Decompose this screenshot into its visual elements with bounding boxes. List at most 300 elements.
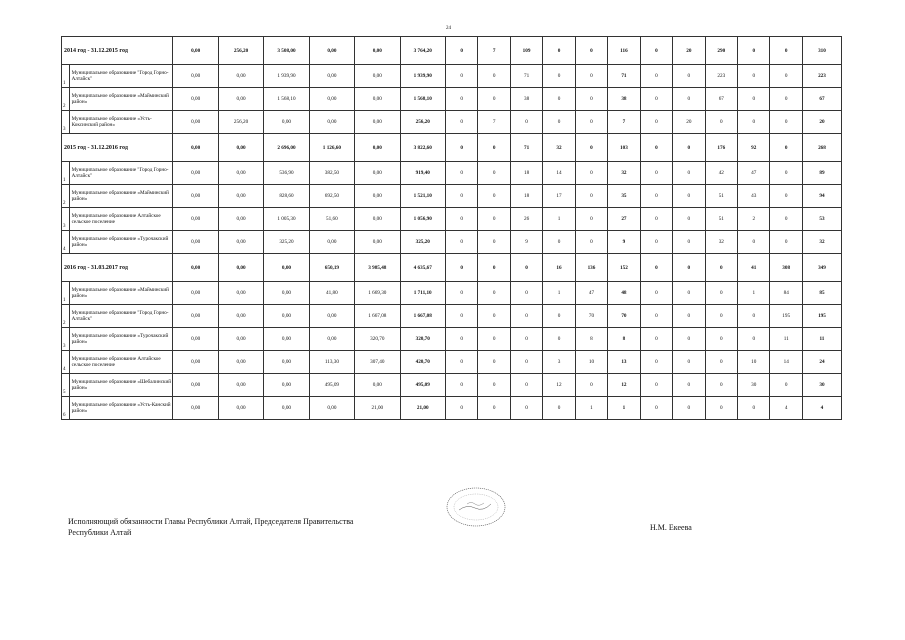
table-cell: 0	[640, 65, 672, 88]
table-cell: 0	[673, 305, 705, 328]
table-cell: 0,00	[173, 208, 218, 231]
table-cell: 0,00	[218, 305, 263, 328]
municipality-name: Муниципальное образование «Турочакский район»	[69, 231, 173, 254]
table-cell: 0	[575, 111, 607, 134]
table-cell: 0,00	[355, 185, 400, 208]
table-cell: 0,00	[173, 305, 218, 328]
table-cell: 0,00	[264, 305, 309, 328]
table-cell: 0,00	[264, 351, 309, 374]
table-row	[62, 65, 842, 88]
period-total-cell: 0	[738, 37, 770, 65]
table-cell: 20	[802, 111, 841, 134]
table-cell: 0,00	[173, 351, 218, 374]
table-cell: 0	[478, 351, 510, 374]
row-index: 6	[62, 397, 70, 420]
table-cell: 10	[575, 351, 607, 374]
table-cell: 8	[608, 328, 640, 351]
municipality-name: Муниципальное образование «Турочакский район»	[69, 328, 173, 351]
table-cell: 0	[640, 111, 672, 134]
period-total-cell: 349	[802, 254, 841, 282]
period-total-cell: 16	[543, 254, 575, 282]
table-cell: 0,00	[218, 328, 263, 351]
table-cell: 84	[770, 282, 802, 305]
period-total-cell: 0	[770, 134, 802, 162]
table-cell: 320,70	[400, 328, 445, 351]
row-index: 1	[62, 162, 70, 185]
table-cell: 0	[510, 328, 542, 351]
table-cell: 11	[770, 328, 802, 351]
table-cell: 0	[445, 88, 477, 111]
table-cell: 0	[738, 328, 770, 351]
table-cell: 0,00	[309, 88, 354, 111]
table-cell: 1 711,10	[400, 282, 445, 305]
table-cell: 70	[575, 305, 607, 328]
table-row	[62, 305, 842, 328]
table-cell: 38	[510, 88, 542, 111]
table-cell: 71	[510, 65, 542, 88]
period-total-cell: 32	[543, 134, 575, 162]
table-cell: 0,00	[218, 351, 263, 374]
period-total-cell: 0,00	[218, 254, 263, 282]
period-label: 2015 год - 31.12.2016 год	[62, 134, 173, 162]
table-cell: 0	[510, 374, 542, 397]
table-cell: 2	[738, 208, 770, 231]
period-total-cell: 136	[575, 254, 607, 282]
table-cell: 0,00	[264, 374, 309, 397]
table-cell: 0	[770, 88, 802, 111]
table-cell: 4	[802, 397, 841, 420]
period-total-cell: 0	[705, 254, 737, 282]
table-cell: 0,00	[173, 185, 218, 208]
table-cell: 0	[705, 351, 737, 374]
period-total-cell: 0	[575, 37, 607, 65]
table-cell: 9	[608, 231, 640, 254]
period-total-row	[62, 254, 842, 282]
table-cell: 0	[510, 351, 542, 374]
table-cell: 0	[543, 65, 575, 88]
table-cell: 256,20	[218, 111, 263, 134]
table-cell: 0,00	[218, 397, 263, 420]
table-cell: 89	[802, 162, 841, 185]
period-total-cell: 3 822,60	[400, 134, 445, 162]
table-cell: 1 939,90	[264, 65, 309, 88]
period-total-cell: 20	[673, 37, 705, 65]
period-total-cell: 103	[608, 134, 640, 162]
table-cell: 0	[673, 374, 705, 397]
table-cell: 0,00	[309, 397, 354, 420]
table-cell: 0	[478, 231, 510, 254]
period-total-row	[62, 37, 842, 65]
period-total-row	[62, 134, 842, 162]
table-cell: 0	[543, 305, 575, 328]
table-cell: 0	[705, 397, 737, 420]
period-total-cell: 2 696,00	[264, 134, 309, 162]
table-cell: 0	[575, 374, 607, 397]
table-cell: 47	[575, 282, 607, 305]
period-total-cell: 290	[705, 37, 737, 65]
row-index: 5	[62, 374, 70, 397]
table-cell: 0	[478, 305, 510, 328]
table-cell: 0,00	[218, 208, 263, 231]
table-cell: 0	[705, 305, 737, 328]
table-cell: 0	[673, 65, 705, 88]
table-cell: 0	[738, 231, 770, 254]
table-cell: 0,00	[309, 65, 354, 88]
table-cell: 24	[802, 351, 841, 374]
table-cell: 1 521,10	[400, 185, 445, 208]
table-cell: 7	[478, 111, 510, 134]
table-cell: 18	[510, 162, 542, 185]
municipality-name: Муниципальное образование "Город Горно-Алтайск"	[69, 162, 173, 185]
table-cell: 382,50	[309, 162, 354, 185]
row-index: 2	[62, 185, 70, 208]
table-cell: 0	[738, 111, 770, 134]
municipality-name: Муниципальное образование «Усть-Коксинский район»	[69, 111, 173, 134]
table-cell: 113,30	[309, 351, 354, 374]
period-total-cell: 0	[478, 254, 510, 282]
table-cell: 0	[445, 231, 477, 254]
table-cell: 0	[738, 397, 770, 420]
table-row	[62, 208, 842, 231]
table-cell: 0	[640, 305, 672, 328]
period-total-cell: 3 508,00	[264, 37, 309, 65]
table-cell: 0	[705, 282, 737, 305]
table-cell: 0	[510, 111, 542, 134]
table-cell: 10	[738, 351, 770, 374]
period-total-cell: 41	[738, 254, 770, 282]
period-total-cell: 650,19	[309, 254, 354, 282]
table-cell: 0,00	[355, 374, 400, 397]
table-cell: 0	[478, 88, 510, 111]
table-cell: 1	[738, 282, 770, 305]
table-cell: 495,09	[309, 374, 354, 397]
table-cell: 0	[445, 397, 477, 420]
table-cell: 0	[673, 88, 705, 111]
table-cell: 0	[640, 351, 672, 374]
table-cell: 0	[543, 88, 575, 111]
table-cell: 1	[543, 282, 575, 305]
table-cell: 0	[445, 351, 477, 374]
row-index: 3	[62, 328, 70, 351]
period-total-cell: 310	[802, 37, 841, 65]
table-cell: 43	[738, 185, 770, 208]
table-cell: 0,00	[218, 374, 263, 397]
table-cell: 0	[738, 65, 770, 88]
period-total-cell: 152	[608, 254, 640, 282]
municipality-name: Муниципальное образование Алтайское сельское поселение	[69, 351, 173, 374]
table-cell: 0,00	[218, 65, 263, 88]
table-cell: 0	[640, 231, 672, 254]
table-cell: 0	[640, 397, 672, 420]
table-cell: 0	[445, 111, 477, 134]
table-cell: 0	[445, 374, 477, 397]
period-total-cell: 308	[770, 254, 802, 282]
table-cell: 32	[802, 231, 841, 254]
row-index: 2	[62, 305, 70, 328]
period-total-cell: 0	[445, 37, 477, 65]
table-cell: 32	[608, 162, 640, 185]
table-cell: 0,00	[264, 282, 309, 305]
period-total-cell: 0	[640, 37, 672, 65]
table-cell: 0	[445, 282, 477, 305]
table-cell: 0	[478, 374, 510, 397]
period-total-cell: 0,00	[264, 254, 309, 282]
table-cell: 0	[445, 162, 477, 185]
table-cell: 14	[543, 162, 575, 185]
municipality-name: Муниципальное образование «Майминский район»	[69, 88, 173, 111]
table-cell: 26	[510, 208, 542, 231]
table-cell: 0	[478, 282, 510, 305]
table-cell: 67	[802, 88, 841, 111]
period-total-cell: 3 764,20	[400, 37, 445, 65]
table-cell: 32	[705, 231, 737, 254]
table-cell: 0,00	[218, 282, 263, 305]
table-cell: 0	[445, 65, 477, 88]
table-cell: 21,00	[400, 397, 445, 420]
table-cell: 0	[770, 231, 802, 254]
table-cell: 0	[543, 397, 575, 420]
period-total-cell: 4 635,67	[400, 254, 445, 282]
table-cell: 0,00	[355, 162, 400, 185]
table-cell: 0	[673, 162, 705, 185]
table-cell: 0	[770, 162, 802, 185]
table-cell: 0	[445, 328, 477, 351]
period-total-cell: 176	[705, 134, 737, 162]
row-index: 1	[62, 65, 70, 88]
table-row	[62, 282, 842, 305]
table-cell: 53	[802, 208, 841, 231]
period-label: 2014 год - 31.12.2015 год	[62, 37, 173, 65]
table-cell: 8	[575, 328, 607, 351]
table-cell: 0,00	[264, 111, 309, 134]
table-cell: 1 669,30	[355, 282, 400, 305]
table-cell: 1	[543, 208, 575, 231]
table-cell: 0	[640, 328, 672, 351]
table-cell: 536,90	[264, 162, 309, 185]
table-row	[62, 111, 842, 134]
signatory-position-line1: Исполняющий обязанности Главы Республики Алтай, Председателя Правительства	[68, 517, 354, 526]
period-total-cell: 0	[543, 37, 575, 65]
table-cell: 0	[575, 65, 607, 88]
municipality-name: Муниципальное образование «Усть-Канский район»	[69, 397, 173, 420]
table-cell: 51	[705, 208, 737, 231]
table-cell: 38	[608, 88, 640, 111]
table-cell: 420,70	[400, 351, 445, 374]
row-index: 1	[62, 282, 70, 305]
table-cell: 0	[738, 88, 770, 111]
table-cell: 0	[673, 351, 705, 374]
period-total-cell: 0,00	[173, 254, 218, 282]
table-cell: 0	[673, 231, 705, 254]
table-cell: 51	[705, 185, 737, 208]
table-cell: 51,60	[309, 208, 354, 231]
table-cell: 67	[705, 88, 737, 111]
period-total-cell: 0	[478, 134, 510, 162]
table-cell: 0,00	[309, 231, 354, 254]
table-cell: 70	[608, 305, 640, 328]
table-cell: 223	[802, 65, 841, 88]
row-index: 3	[62, 111, 70, 134]
table-cell: 0	[478, 328, 510, 351]
table-cell: 41,80	[309, 282, 354, 305]
table-cell: 0,00	[173, 397, 218, 420]
table-cell: 0	[673, 185, 705, 208]
table-row	[62, 185, 842, 208]
table-cell: 195	[802, 305, 841, 328]
municipality-name: Муниципальное образование "Город Горно-Алтайск"	[69, 65, 173, 88]
table-cell: 1 056,90	[400, 208, 445, 231]
official-seal	[445, 486, 507, 528]
table-cell: 0	[705, 374, 737, 397]
municipality-name: Муниципальное образование «Шебалинский район»	[69, 374, 173, 397]
table-cell: 27	[608, 208, 640, 231]
table-cell: 0	[543, 231, 575, 254]
table-cell: 0,00	[218, 231, 263, 254]
period-total-cell: 268	[802, 134, 841, 162]
table-cell: 13	[608, 351, 640, 374]
table-cell: 0	[575, 162, 607, 185]
page-number: 24	[446, 26, 451, 31]
table-cell: 11	[802, 328, 841, 351]
row-index: 4	[62, 351, 70, 374]
table-cell: 0,00	[173, 65, 218, 88]
period-total-cell: 0	[770, 37, 802, 65]
table-cell: 307,40	[355, 351, 400, 374]
table-cell: 9	[510, 231, 542, 254]
table-cell: 18	[510, 185, 542, 208]
table-cell: 0	[770, 208, 802, 231]
table-cell: 0	[673, 397, 705, 420]
table-cell: 0	[510, 397, 542, 420]
table-cell: 1 568,10	[400, 88, 445, 111]
table-cell: 0	[478, 65, 510, 88]
period-total-cell: 7	[478, 37, 510, 65]
table-cell: 4	[770, 397, 802, 420]
table-row	[62, 351, 842, 374]
table-cell: 0	[575, 208, 607, 231]
signatory-name: Н.М. Екеева	[650, 523, 692, 532]
table-cell: 0,00	[173, 282, 218, 305]
table-cell: 0	[478, 162, 510, 185]
table-cell: 1 667,08	[400, 305, 445, 328]
table-cell: 17	[543, 185, 575, 208]
table-cell: 94	[802, 185, 841, 208]
table-cell: 0	[575, 88, 607, 111]
table-row	[62, 328, 842, 351]
table-cell: 0,00	[355, 231, 400, 254]
table-cell: 30	[738, 374, 770, 397]
table-cell: 0,00	[355, 111, 400, 134]
table-cell: 0,00	[355, 65, 400, 88]
table-cell: 0	[445, 185, 477, 208]
table-row	[62, 374, 842, 397]
resettlement-table	[61, 36, 842, 420]
table-cell: 0	[543, 328, 575, 351]
table-cell: 35	[608, 185, 640, 208]
table-cell: 320,70	[355, 328, 400, 351]
municipality-name: Муниципальное образование «Майминский район»	[69, 185, 173, 208]
row-index: 4	[62, 231, 70, 254]
table-cell: 0	[640, 208, 672, 231]
municipality-name: Муниципальное образование "Город Горно-Алтайск"	[69, 305, 173, 328]
table-cell: 0	[770, 185, 802, 208]
table-cell: 0,00	[173, 162, 218, 185]
table-cell: 0	[445, 208, 477, 231]
table-cell: 20	[673, 111, 705, 134]
period-total-cell: 0,00	[309, 37, 354, 65]
period-total-cell: 0,00	[355, 134, 400, 162]
table-cell: 0,00	[218, 88, 263, 111]
table-cell: 1 939,90	[400, 65, 445, 88]
table-cell: 195	[770, 305, 802, 328]
table-cell: 0,00	[309, 305, 354, 328]
table-cell: 12	[608, 374, 640, 397]
table-cell: 0	[673, 208, 705, 231]
period-label: 2016 год - 31.03.2017 год	[62, 254, 173, 282]
table-cell: 0,00	[173, 231, 218, 254]
table-cell: 0,00	[173, 111, 218, 134]
table-cell: 0	[543, 111, 575, 134]
signatory-position-line2: Республики Алтай	[68, 528, 132, 537]
table-cell: 0	[705, 111, 737, 134]
period-total-cell: 0	[640, 134, 672, 162]
table-cell: 919,40	[400, 162, 445, 185]
table-cell: 21,00	[355, 397, 400, 420]
table-cell: 0,00	[218, 185, 263, 208]
period-total-cell: 0	[510, 254, 542, 282]
table-cell: 692,50	[309, 185, 354, 208]
table-cell: 0	[640, 162, 672, 185]
row-index: 2	[62, 88, 70, 111]
table-cell: 0	[478, 185, 510, 208]
table-cell: 42	[705, 162, 737, 185]
period-total-cell: 0	[575, 134, 607, 162]
table-cell: 30	[802, 374, 841, 397]
table-cell: 0	[770, 374, 802, 397]
table-cell: 7	[608, 111, 640, 134]
period-total-cell: 3 985,48	[355, 254, 400, 282]
period-total-cell: 0	[445, 254, 477, 282]
table-cell: 0,00	[309, 111, 354, 134]
table-cell: 0,00	[264, 328, 309, 351]
period-total-cell: 0,00	[355, 37, 400, 65]
row-index: 3	[62, 208, 70, 231]
table-cell: 14	[770, 351, 802, 374]
table-cell: 1	[608, 397, 640, 420]
table-cell: 1 667,08	[355, 305, 400, 328]
table-cell: 0	[770, 111, 802, 134]
table-row	[62, 397, 842, 420]
period-total-cell: 1 126,60	[309, 134, 354, 162]
table-cell: 1 568,10	[264, 88, 309, 111]
table-cell: 0	[640, 374, 672, 397]
table-cell: 0	[770, 65, 802, 88]
table-cell: 0	[575, 231, 607, 254]
signatory-position	[68, 516, 428, 538]
table-cell: 256,20	[400, 111, 445, 134]
table-cell: 0	[640, 282, 672, 305]
period-total-cell: 256,20	[218, 37, 263, 65]
table-cell: 0	[738, 305, 770, 328]
period-total-cell: 0	[445, 134, 477, 162]
period-total-cell: 0	[673, 254, 705, 282]
period-total-cell: 0,00	[173, 37, 218, 65]
table-cell: 3	[543, 351, 575, 374]
table-cell: 0	[673, 282, 705, 305]
table-cell: 0	[478, 208, 510, 231]
table-cell: 325,20	[264, 231, 309, 254]
municipality-name: Муниципальное образование Алтайское сельское поселение	[69, 208, 173, 231]
